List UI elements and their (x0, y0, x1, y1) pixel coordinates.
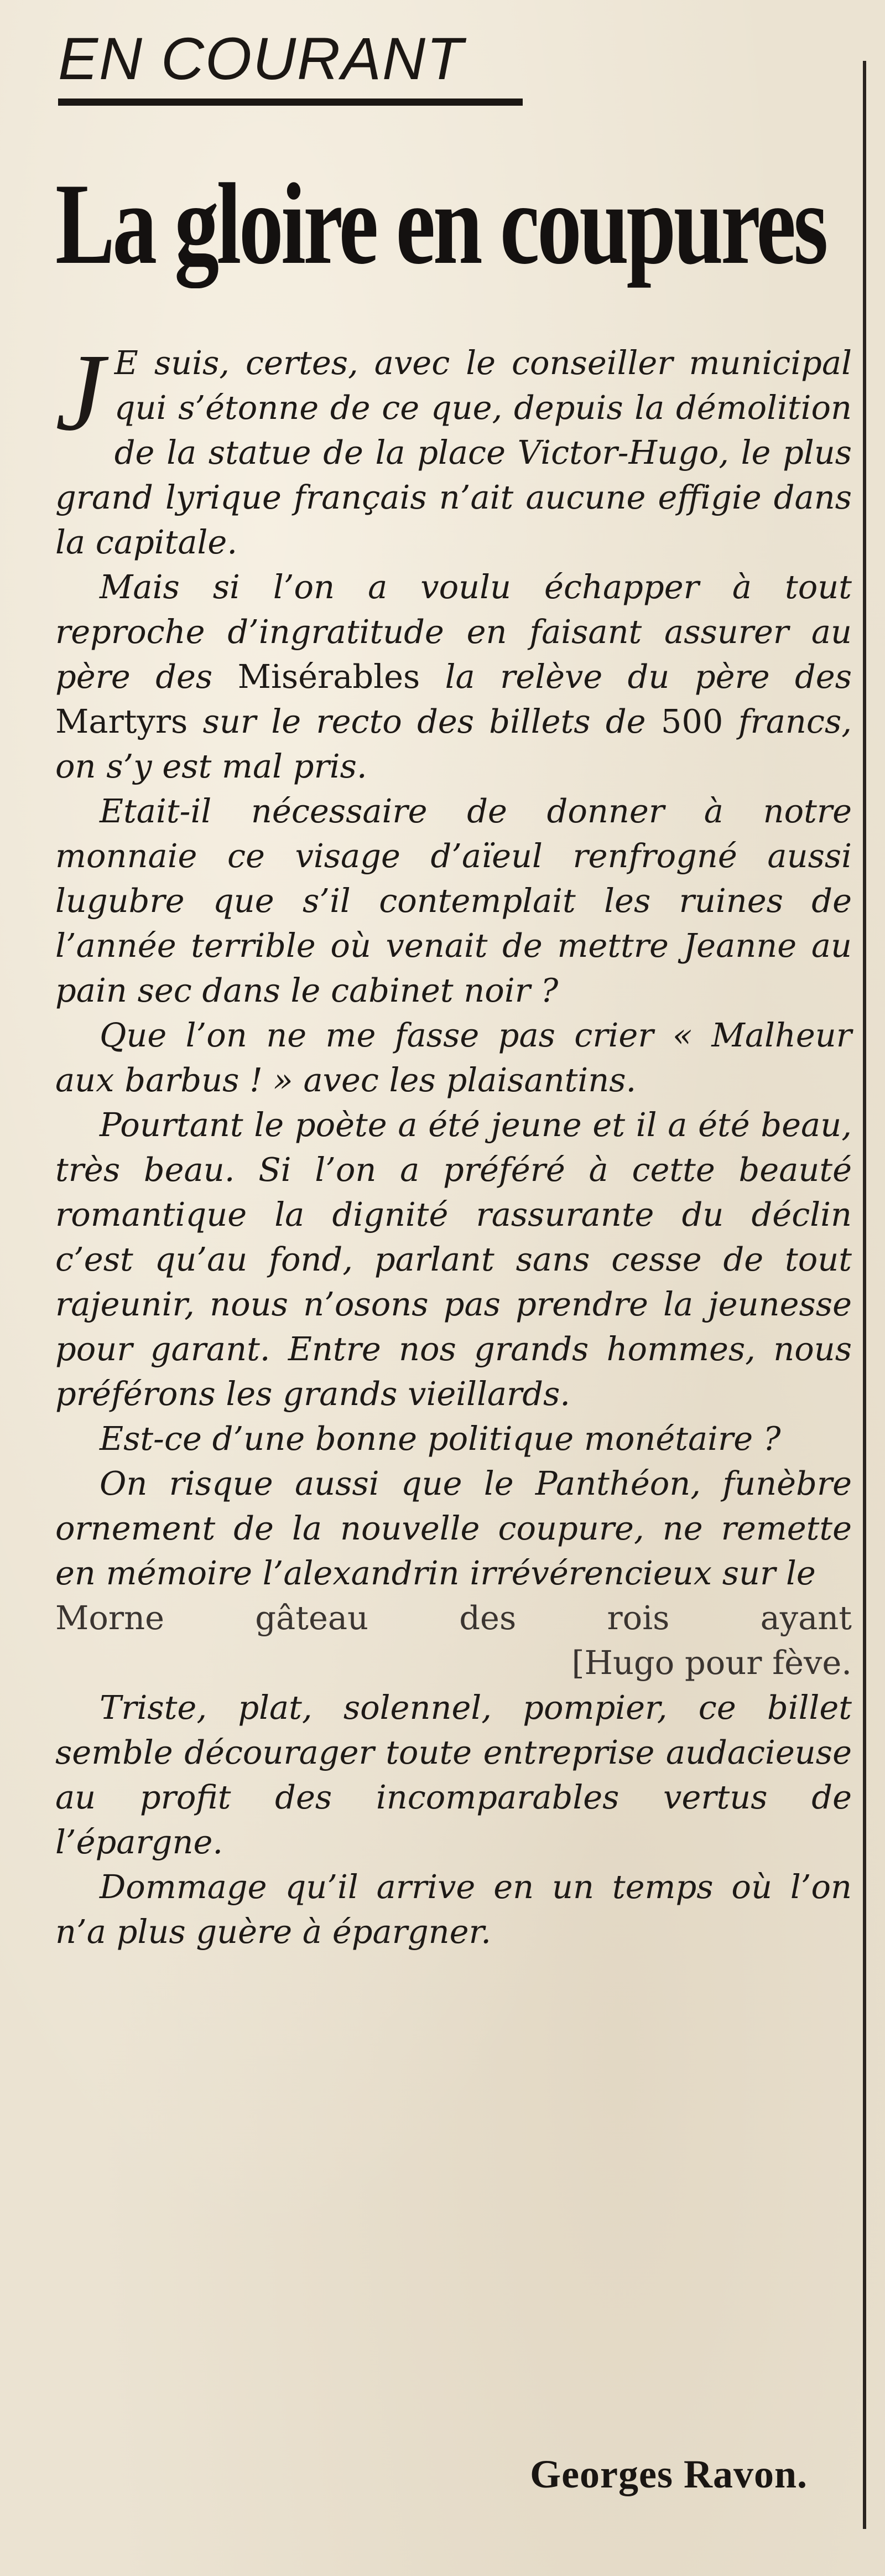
paragraph-2-text-c: sur le recto des billets de (188, 702, 661, 740)
paragraph-2-text-b: la relève du père des (420, 657, 852, 696)
paragraph-3: Etait-il nécessaire de donner à notre monnaie ce visage d’aïeul renfrogné aussi lugubre que s’il contemplait les ruines de l’année terrible où venait de mettre Jeanne au pain sec dans le cabinet noir ? (55, 792, 852, 1009)
verse-line-1: Morne gâteau des rois ayant (55, 1599, 852, 1637)
section-underline (58, 99, 523, 106)
paragraph-5: Pourtant le poète a été jeune et il a été beau, très beau. Si l’on a préféré à cette beauté romantique la dignité rassurante du déclin c’est qu’au fond, parlant sans cesse de tout rajeunir, nous n’osons pas prendre la jeunesse pour garant. Entre nos grands hommes, nous préférons les grands vieillards. (55, 1106, 852, 1413)
verse-line-2: [Hugo pour fève. (571, 1644, 852, 1682)
title-miserables: Misérables (237, 657, 420, 696)
paragraph-6: Est-ce d’une bonne politique monétaire ? (100, 1419, 781, 1458)
title-martyrs: Martyrs (55, 702, 188, 740)
article-body (55, 331, 852, 1954)
paragraph-8: Triste, plat, solennel, pompier, ce billet semble décourager toute entreprise audacieuse au profit des incomparables vertus de l’épargne. (55, 1688, 852, 1861)
paragraph-2-text-d: francs, on s’y est mal pris. (55, 702, 852, 785)
drop-cap: J (55, 331, 105, 454)
section-label: EN COURANT (58, 25, 465, 92)
paragraph-4: Que l’on ne me fasse pas crier « Malheur aux barbus ! » avec les plaisantins. (55, 1016, 852, 1099)
column-rule (863, 61, 866, 2529)
banknote-value: 500 (660, 702, 723, 740)
paragraph-7: On risque aussi que le Panthéon, funèbre ornement de la nouvelle coupure, ne remette en mémoire l’alexandrin irrévérencieux sur le (55, 1464, 852, 1592)
author-signature: Georges Ravon. (530, 2452, 808, 2496)
paragraph-1 (55, 331, 852, 564)
paragraph-9: Dommage qu’il arrive en un temps où l’on n’a plus guère à épargner. (55, 1868, 852, 1951)
paragraph-2-text-a: Mais si l’on a voulu échapper à tout reproche d’ingratitude en faisant assurer au père des (55, 568, 852, 696)
headline: La gloire en coupures (55, 160, 826, 288)
paragraph-1-text: E suis, certes, avec le conseiller municipal qui s’étonne de ce que, depuis la démolition de la statue de la place Victor-Hugo, le plus grand lyrique français n’ait aucune effigie dans la capitale. (55, 344, 852, 561)
paragraph-2 (55, 564, 852, 789)
